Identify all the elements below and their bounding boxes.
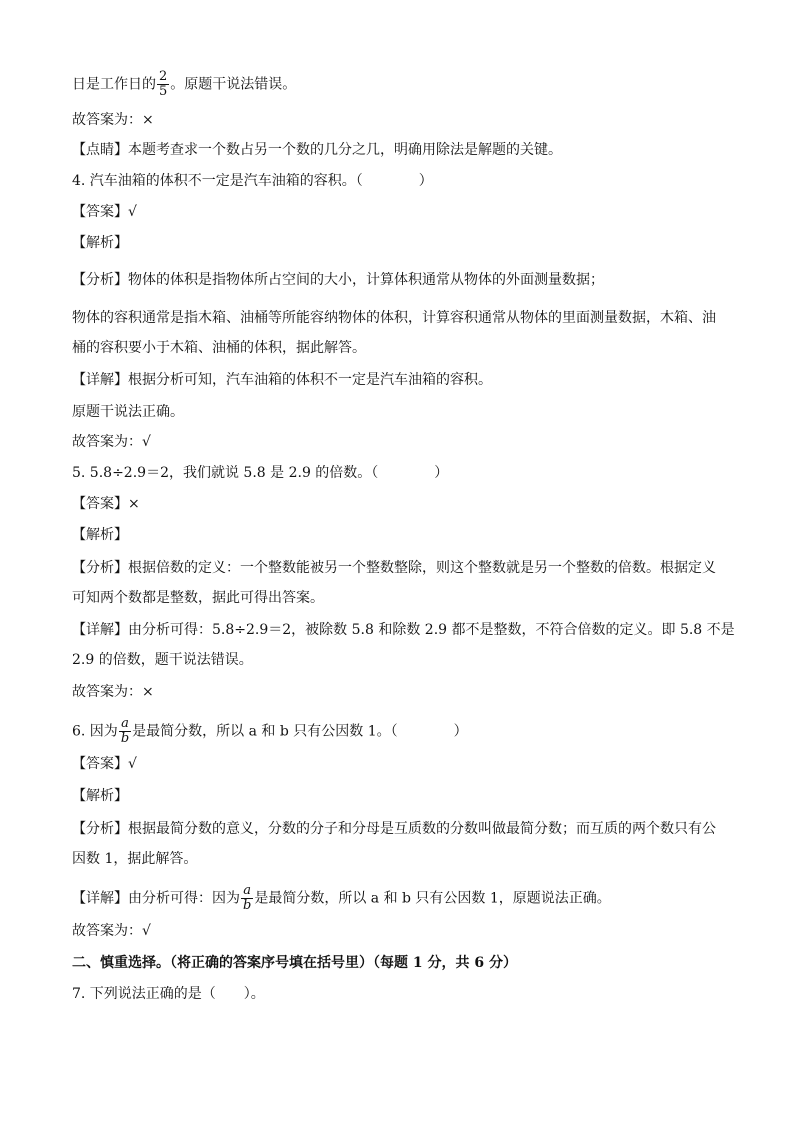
text-segment: 【详解】由分析可得：因为 (72, 890, 240, 907)
text-segment: 。原题干说法错误。 (170, 76, 297, 93)
detail-line (72, 884, 611, 913)
text-segment: 是最简分数，所以 a 和 b 只有公因数 1。（ ） (132, 723, 468, 740)
analysis-label: 【解析】 (72, 235, 128, 251)
analysis-line: 【分析】根据倍数的定义：一个整数能被另一个整数整除，则这个整数就是另一个整数的倍数。根据定义 (72, 560, 716, 576)
fraction-a-over-b (119, 717, 131, 746)
analysis-line: 物体的容积通常是指木箱、油桶等所能容纳物体的体积，计算容积通常从物体的里面测量数据，木箱、油 (72, 310, 716, 326)
analysis-label: 【解析】 (72, 527, 128, 543)
fraction-a-over-b (241, 884, 253, 913)
analysis-line: 【分析】物体的体积是指物体所占空间的大小，计算体积通常从物体的外面测量数据； (72, 272, 604, 288)
section-heading: 二、慎重选择。（将正确的答案序号填在括号里）（每题 1 分，共 6 分） (72, 955, 517, 971)
fraction-numerator: 2 (159, 69, 168, 84)
fraction-denominator: b (120, 731, 130, 746)
analysis-line: 【分析】根据最简分数的意义，分数的分子和分母是互质数的分数叫做最简分数；而互质的两个数只有公 (72, 821, 716, 837)
answer-line: 故答案为：× (72, 112, 154, 128)
answer-line: 故答案为：√ (72, 923, 151, 939)
question-7: 7. 下列说法正确的是（ ）。 (72, 986, 265, 1002)
fraction-numerator: a (119, 717, 131, 732)
analysis-line: 因数 1，据此解答。 (72, 851, 198, 867)
text-segment: 6. 因为 (72, 723, 118, 740)
question-4: 4. 汽车油箱的体积不一定是汽车油箱的容积。（ ） (72, 173, 433, 189)
answer-label: 【答案】√ (72, 756, 137, 772)
text-segment: 是最简分数，所以 a 和 b 只有公因数 1，原题说法正确。 (254, 890, 611, 907)
detail-line: 2.9 的倍数，题干说法错误。 (72, 652, 253, 668)
text-line-1 (72, 70, 296, 99)
detail-line: 【详解】由分析可得：5.8÷2.9＝2，被除数 5.8 和除数 2.9 都不是整数，不符合倍数的定义。即 5.8 不是 (72, 622, 735, 638)
fraction-numerator: a (241, 884, 253, 899)
tip-line: 【点睛】本题考查求一个数占另一个数的几分之几，明确用除法是解题的关键。 (72, 142, 562, 158)
answer-label: 【答案】× (72, 496, 140, 512)
question-6 (72, 717, 468, 746)
text-segment: 日是工作日的 (72, 76, 156, 93)
analysis-label: 【解析】 (72, 788, 128, 804)
fraction-denominator: 5 (159, 84, 168, 99)
conclusion-line: 原题干说法正确。 (72, 404, 184, 420)
analysis-line: 可知两个数都是整数，据此可得出答案。 (72, 590, 324, 606)
answer-label: 【答案】√ (72, 204, 137, 220)
fraction-two-fifths (157, 70, 169, 99)
analysis-line: 桶的容积要小于木箱、油桶的体积，据此解答。 (72, 340, 366, 356)
fraction-denominator: b (243, 898, 252, 913)
detail-line: 【详解】根据分析可知，汽车油箱的体积不一定是汽车油箱的容积。 (72, 372, 492, 388)
answer-line: 故答案为：√ (72, 434, 151, 450)
answer-line: 故答案为：× (72, 684, 154, 700)
question-5: 5. 5.8÷2.9＝2，我们就说 5.8 是 2.9 的倍数。（ ） (72, 465, 449, 481)
